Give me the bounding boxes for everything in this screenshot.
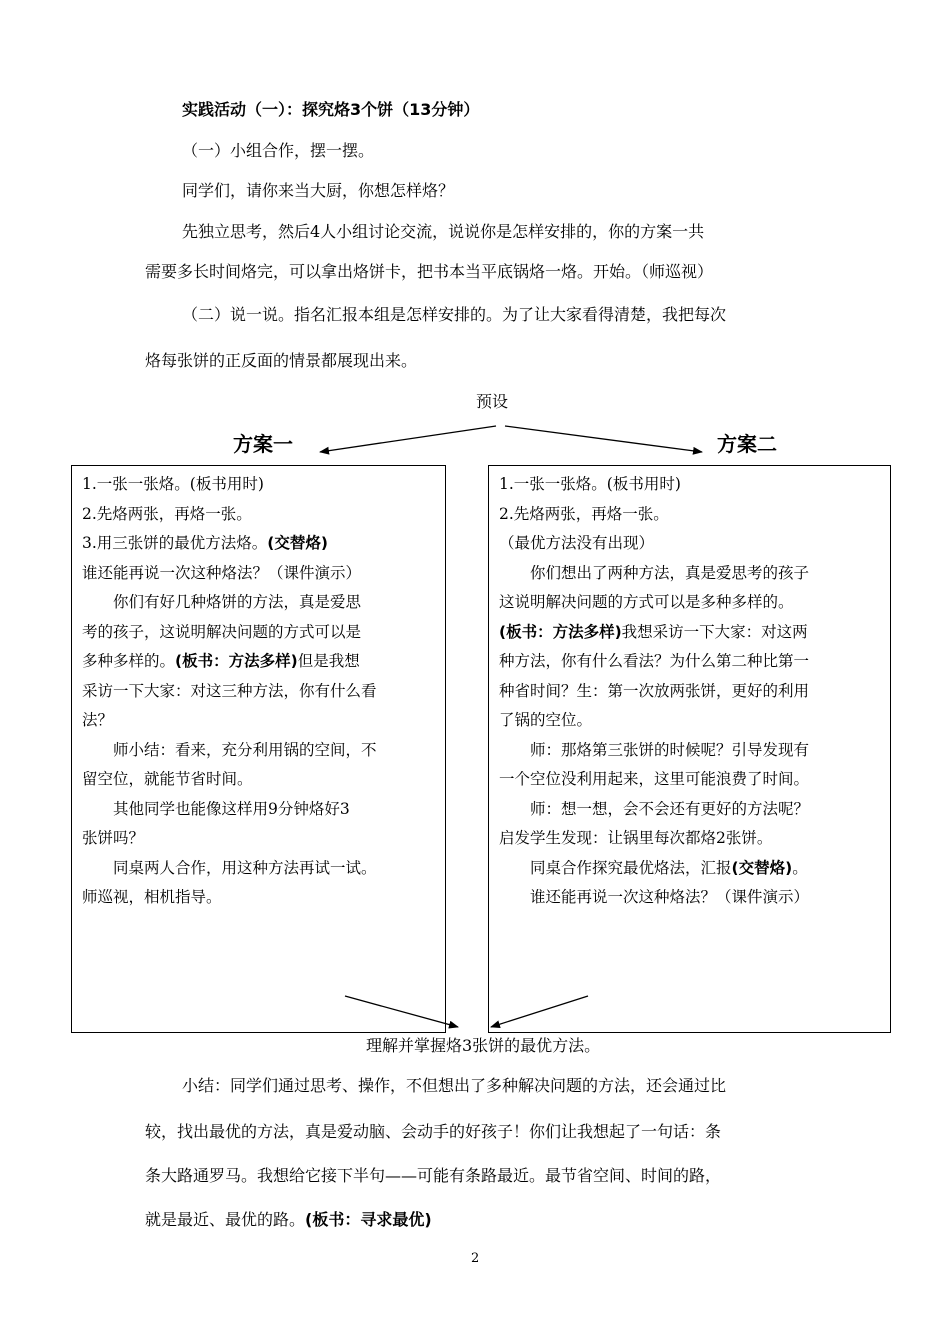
- summary-line-4: 就是最近、最优的路。(板书：寻求最优): [145, 1210, 432, 1229]
- step-2-line-1: （二）说一说。指名汇报本组是怎样安排的。为了让大家看得清楚，我把每次: [182, 305, 727, 324]
- plan-2-line: 一个空位没利用起来，这里可能浪费了时间。: [499, 770, 810, 788]
- plan-1-line: 考的孩子，这说明解决问题的方式可以是: [82, 622, 362, 641]
- section-heading: 实践活动（一）：探究烙3个饼（13分钟）: [182, 100, 480, 119]
- plan-1-line: 其他同学也能像这样用9分钟烙好3: [82, 799, 350, 818]
- plan-2-line: 种方法，你有什么看法？为什么第二种比第一: [499, 652, 810, 670]
- plan-2-box: [488, 465, 891, 1033]
- summary-line-2: 较，找出最优的方法，真是爱动脑、会动手的好孩子！你们让我想起了一句话：条: [145, 1122, 722, 1141]
- page-number: 2: [471, 1251, 480, 1266]
- summary-line-3: 条大路通罗马。我想给它接下半句——可能有条路最近。最节省空间、时间的路，: [145, 1166, 722, 1185]
- preset-label: 预设: [476, 392, 509, 411]
- plan-1-line: 2.先烙两张，再烙一张。: [82, 504, 252, 523]
- prompt-text: 同学们，请你来当大厨，你想怎样烙？: [182, 181, 455, 200]
- bold-note: (交替烙): [267, 534, 328, 552]
- plan-2-line: 谁还能再说一次这种烙法？（课件演示）: [499, 888, 810, 906]
- bold-note: (交替烙): [731, 858, 793, 877]
- plan-1-line: 留空位，就能节省时间。: [82, 770, 253, 788]
- plan-2-title: 方案二: [717, 432, 777, 456]
- plan-2-content: [499, 470, 882, 913]
- plan-2-line: 种省时间？生：第一次放两张饼，更好的利用: [499, 681, 810, 700]
- step-2-line-2: 烙每张饼的正反面的情景都展现出来。: [145, 351, 418, 370]
- plan-1-title: 方案一: [233, 432, 293, 456]
- arrow-to-plan-1: [320, 426, 496, 452]
- conclusion-label: 理解并掌握烙3张饼的最优方法。: [366, 1036, 601, 1055]
- plan-2-line: 你们想出了两种方法，真是爱思考的孩子: [499, 563, 810, 582]
- plan-1-line: 谁还能再说一次这种烙法？（课件演示）: [82, 563, 362, 582]
- instruction-line-1: 先独立思考，然后4人小组讨论交流，说说你是怎样安排的，你的方案一共: [182, 222, 705, 241]
- plan-1-line: 多种多样的。(板书：方法多样)但是我想: [82, 652, 360, 670]
- plan-1-line: 1.一张一张烙。(板书用时): [82, 475, 264, 493]
- plan-2-line: 这说明解决问题的方式可以是多种多样的。: [499, 593, 794, 611]
- plan-2-line: 1.一张一张烙。(板书用时): [499, 475, 681, 493]
- instruction-line-2: 需要多长时间烙完，可以拿出烙饼卡，把书本当平底锅烙一烙。开始。（师巡视）: [145, 262, 714, 281]
- plan-2-line: 师：想一想，会不会还有更好的方法呢？: [499, 799, 810, 818]
- plan-2-line: （最优方法没有出现）: [499, 534, 655, 552]
- bold-note: (板书：方法多样): [175, 652, 298, 670]
- plan-1-line: 采访一下大家：对这三种方法，你有什么看: [82, 681, 377, 700]
- bold-note: (板书：方法多样): [499, 622, 622, 641]
- plan-2-line: 同桌合作探究最优烙法，汇报(交替烙)。: [499, 858, 808, 877]
- plan-1-line: 3.用三张饼的最优方法烙。(交替烙): [82, 534, 328, 552]
- summary-line-1: 小结：同学们通过思考、操作，不但想出了多种解决问题的方法，还会通过比: [182, 1076, 727, 1095]
- plan-2-line: 启发学生发现：让锅里每次都烙2张饼。: [499, 829, 773, 847]
- board-note: (板书：寻求最优): [305, 1210, 432, 1229]
- plan-1-line: 法？: [82, 711, 114, 729]
- step-1-label: （一）小组合作，摆一摆。: [182, 141, 375, 160]
- plan-2-line: (板书：方法多样)我想采访一下大家：对这两: [499, 622, 808, 641]
- plan-1-box: [71, 465, 446, 1033]
- arrow-to-plan-2: [505, 426, 702, 452]
- plan-1-line: 同桌两人合作，用这种方法再试一试。: [82, 858, 377, 877]
- plan-1-line: 师巡视，相机指导。: [82, 888, 222, 906]
- plan-1-content: [82, 470, 437, 913]
- plan-2-line: 2.先烙两张，再烙一张。: [499, 504, 669, 523]
- plan-2-line: 师：那烙第三张饼的时候呢？引导发现有: [499, 740, 810, 759]
- plan-2-line: 了锅的空位。: [499, 711, 593, 729]
- plan-1-line: 师小结：看来，充分利用锅的空间，不: [82, 740, 377, 759]
- plan-1-line: 你们有好几种烙饼的方法，真是爱思: [82, 593, 362, 611]
- plan-1-line: 张饼吗？: [82, 829, 145, 847]
